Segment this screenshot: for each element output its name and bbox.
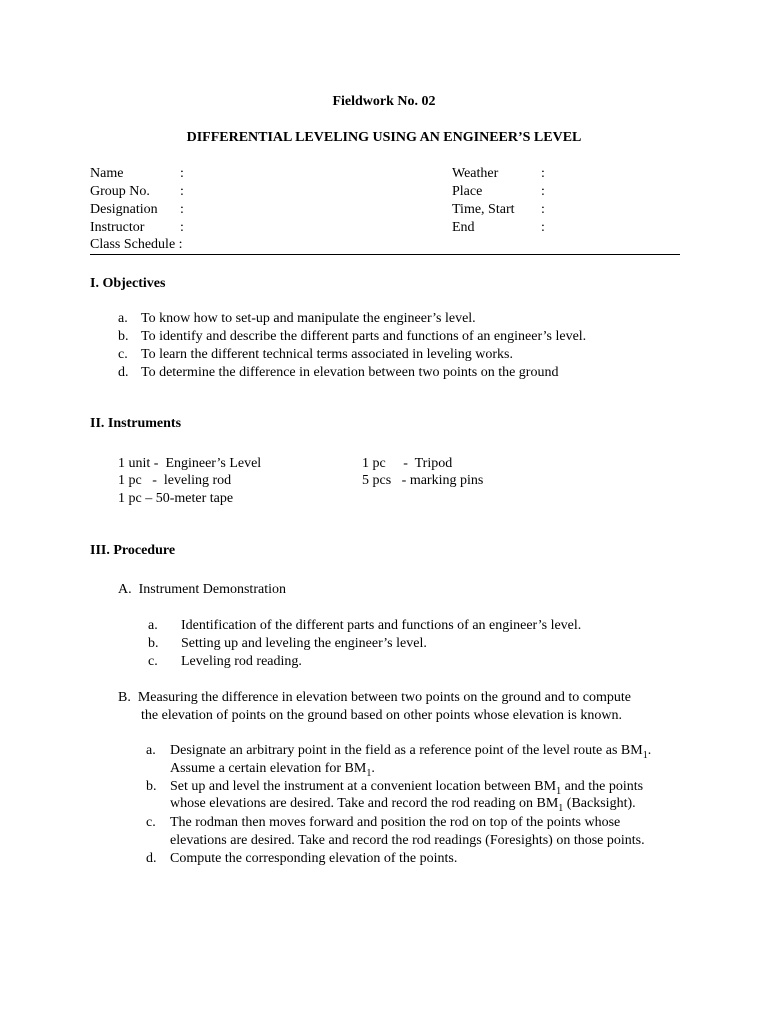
section-heading-procedure: III. Procedure <box>90 543 176 558</box>
document-title: Fieldwork No. 02 <box>332 94 436 109</box>
list-marker: b. <box>118 329 129 344</box>
field-sep: : <box>180 184 184 199</box>
procedure-a-item: Setting up and leveling the engineer’s level. <box>181 636 427 651</box>
field-label-time-start: Time, Start <box>452 202 515 217</box>
field-sep: : <box>541 184 545 199</box>
field-sep: : <box>180 166 184 181</box>
procedure-b-item: Set up and level the instrument at a convenient location between $BM_1$ and the points <box>170 779 644 797</box>
field-label-place: Place <box>452 184 483 199</box>
procedure-b-item: The rodman then moves forward and position the rod on top of the points whose <box>170 815 621 830</box>
procedure-a-item: Leveling rod reading. <box>181 654 302 669</box>
list-marker: d. <box>146 851 157 866</box>
subscript: 1 <box>558 802 564 814</box>
procedure-b-title-cont: the elevation of points on the ground based on other points whose elevation is known. <box>141 708 622 723</box>
procedure-a-item: Identification of the different parts and functions of an engineer’s level. <box>181 618 582 633</box>
header-divider <box>90 254 680 255</box>
list-marker: b. <box>148 636 159 651</box>
field-sep: : <box>541 220 545 235</box>
field-label-instructor: Instructor <box>90 220 145 235</box>
list-marker: c. <box>118 347 128 362</box>
objective-item: To know how to set-up and manipulate the engineer’s level. <box>141 311 476 326</box>
procedure-b-item: Compute the corresponding elevation of the points. <box>170 851 458 866</box>
field-sep: : <box>180 220 184 235</box>
field-sep: : <box>541 166 545 181</box>
list-marker: c. <box>148 654 158 669</box>
procedure-b-item-cont: Assume a certain elevation for $BM_1$. <box>170 761 375 779</box>
subscript: 1 <box>366 767 372 779</box>
list-marker: a. <box>118 311 128 326</box>
list-marker: a. <box>148 618 158 633</box>
subscript: 1 <box>642 749 648 761</box>
instrument-item: 1 unit - Engineer’s Level <box>118 456 262 471</box>
list-marker: d. <box>118 365 129 380</box>
procedure-b-item-cont: whose elevations are desired. Take and record the rod reading on $BM_1$ (Backsight). <box>170 796 636 814</box>
instrument-item: 5 pcs - marking pins <box>362 473 484 488</box>
list-marker: a. <box>146 743 156 758</box>
document-subtitle: DIFFERENTIAL LEVELING USING AN ENGINEER’S LEVEL <box>186 130 582 145</box>
field-label-end: End <box>452 220 475 235</box>
procedure-b-item-cont: elevations are desired. Take and record the rod readings (Foresights) on those points. <box>170 833 645 848</box>
field-label-weather: Weather <box>452 166 499 181</box>
objective-item: To identify and describe the different parts and functions of an engineer’s level. <box>141 329 587 344</box>
procedure-a-title: A. Instrument Demonstration <box>118 582 286 597</box>
objective-item: To determine the difference in elevation between two points on the ground <box>141 365 559 380</box>
list-marker: b. <box>146 779 157 794</box>
field-label-name: Name <box>90 166 124 181</box>
field-sep: : <box>180 202 184 217</box>
instrument-item: 1 pc – 50-meter tape <box>118 491 234 506</box>
field-label-group: Group No. <box>90 184 150 199</box>
section-heading-objectives: I. Objectives <box>90 276 166 291</box>
list-marker: c. <box>146 815 156 830</box>
field-label-designation: Designation <box>90 202 158 217</box>
subscript: 1 <box>556 785 562 797</box>
field-label-class-schedule: Class Schedule : <box>90 237 183 252</box>
instrument-item: 1 pc - leveling rod <box>118 473 232 488</box>
field-sep: : <box>541 202 545 217</box>
procedure-b-title: B. Measuring the difference in elevation between two points on the ground and to compute <box>118 690 631 705</box>
section-heading-instruments: II. Instruments <box>90 416 182 431</box>
procedure-b-item: Designate an arbitrary point in the field as a reference point of the level route as $BM_1$. <box>170 743 652 761</box>
instrument-item: 1 pc - Tripod <box>362 456 453 471</box>
objective-item: To learn the different technical terms associated in leveling works. <box>141 347 513 362</box>
